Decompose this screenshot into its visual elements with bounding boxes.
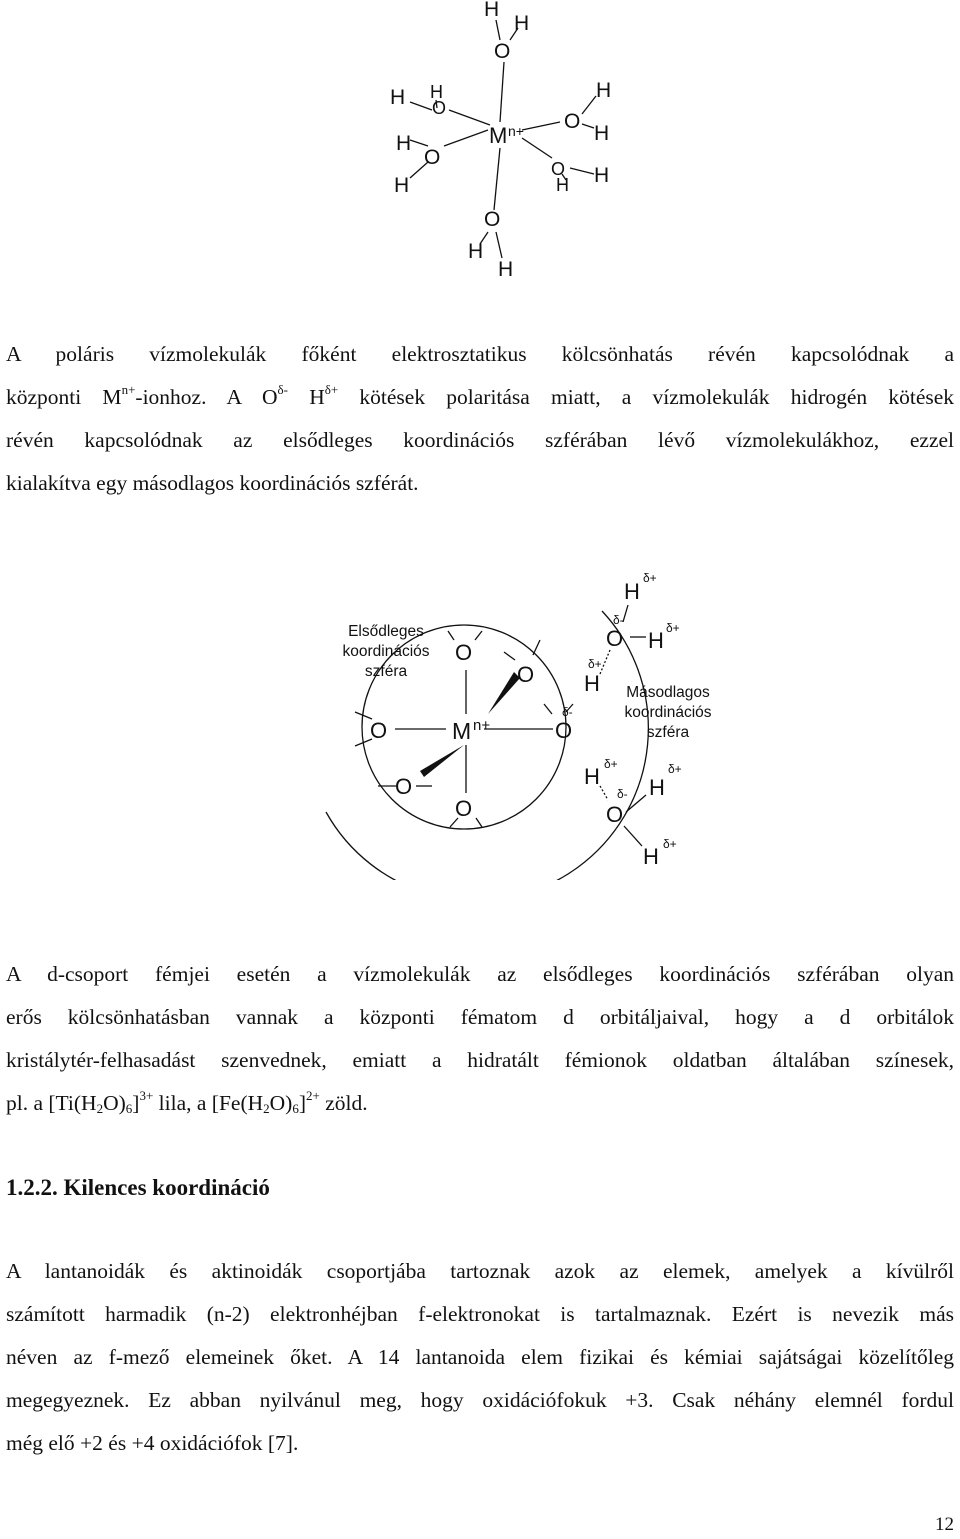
atom-h: H — [643, 844, 659, 869]
atom-h: H — [596, 79, 612, 102]
page-number: 12 — [935, 1514, 954, 1535]
delta-plus: δ+ — [604, 757, 618, 771]
primary-sphere-label: Elsődleges — [348, 623, 424, 640]
atom-h: H — [396, 132, 412, 155]
wedge-bond — [488, 672, 520, 714]
text-line: számított harmadik (n-2) elektronhéjban f-elektronokat is tartalmaznak. Ezért is nevezik más — [6, 1302, 954, 1326]
delta-plus: δ+ — [643, 571, 657, 585]
section-heading: 1.2.2. Kilences koordináció — [6, 1175, 270, 1200]
delta-plus: δ+ — [663, 837, 677, 851]
delta-plus: δ+ — [666, 621, 680, 635]
atom-h: H — [594, 164, 610, 187]
text-line: pl. a $[Ti(H_2O)_6]^{3+}$ lila, a $[Fe(H_2O)_6]^{2+}$ zöld. — [6, 1088, 368, 1116]
metal-symbol: M — [489, 123, 508, 148]
metal-symbol: M — [452, 718, 472, 744]
atom-o: O — [455, 640, 473, 665]
atom-o: O — [370, 718, 388, 743]
text-line: kialakítva egy másodlagos koordinációs szférát. — [6, 471, 419, 495]
primary-sphere-label: szféra — [364, 663, 408, 680]
atom-h: H — [468, 240, 484, 263]
text-line: erős kölcsönhatásban vannak a központi fématom d orbitáljaival, hogy a d orbitálok — [6, 1005, 954, 1029]
text-line: révén kapcsolódnak az elsődleges koordinációs szférában lévő vízmolekulákhoz, ezzel — [6, 428, 954, 452]
primary-sphere-label: koordinációs — [342, 643, 430, 660]
atom-h: H — [624, 579, 640, 604]
atom-h: H — [584, 764, 600, 789]
atom-o: O — [606, 802, 624, 827]
atom-o: O — [551, 159, 566, 179]
atom-o: O — [494, 40, 511, 63]
atom-o: O — [606, 626, 624, 651]
delta-minus: δ- — [613, 613, 624, 627]
paragraph-intro — [6, 333, 954, 505]
atom-o: O — [484, 208, 501, 231]
wedge-bond — [420, 745, 464, 777]
atom-o: O — [555, 718, 573, 743]
text-line: A lantanoidák és aktinoidák csoportjába tartoznak azok az elemek, amelyek a kívülről — [6, 1259, 954, 1283]
atom-o: O — [517, 662, 535, 687]
atom-h: H — [390, 86, 406, 109]
metal-charge: n+ — [508, 123, 524, 139]
atom-h: H — [649, 775, 665, 800]
secondary-sphere-label: Másodlagos — [626, 684, 710, 701]
atom-o: O — [564, 110, 581, 133]
text-line: még elő +2 és +4 oxidációfok [7]. — [6, 1431, 299, 1455]
coordination-spheres-figure — [0, 560, 960, 880]
atom-h: H — [498, 258, 514, 281]
text-line: központi $M^{n+}$-ionhoz. A $O^{\delta-}$ $H^{\delta+}$ kötések polaritása miatt, a vízmolekulák hidrogén kötések — [6, 382, 955, 409]
metal-charge: n+ — [473, 717, 491, 734]
octahedral-aqua-complex-figure — [0, 0, 960, 290]
delta-minus: δ- — [562, 705, 573, 719]
atom-h: H — [514, 12, 530, 35]
secondary-sphere-label: koordinációs — [624, 704, 712, 721]
atom-h: H — [484, 0, 500, 21]
delta-plus: δ+ — [588, 657, 602, 671]
atom-h: H — [594, 122, 610, 145]
atom-o: O — [395, 774, 413, 799]
text-line: A d-csoport fémjei esetén a vízmolekulák az elsődleges koordinációs szférában olyan — [6, 962, 954, 986]
paragraph-lanthanides — [6, 1250, 954, 1465]
atom-o: O — [432, 98, 447, 118]
text-line: megegyeznek. Ez abban nyilvánul meg, hogy oxidációfokuk +3. Csak néhány elemnél fordul — [6, 1388, 954, 1412]
atom-h: H — [430, 82, 443, 102]
delta-minus: δ- — [617, 787, 628, 801]
atom-h: H — [394, 174, 410, 197]
paragraph-d-group — [6, 953, 954, 1125]
atom-o: O — [424, 146, 441, 169]
text-line: A poláris vízmolekulák főként elektrosztatikus kölcsönhatás révén kapcsolódnak a — [6, 342, 954, 366]
atom-o: O — [455, 796, 473, 821]
atom-h: H — [584, 671, 600, 696]
text-line: kristálytér-felhasadást szenvednek, emiatt a hidratált fémionok oldatban általában színesek, — [6, 1048, 954, 1072]
text-line: néven az f-mező elemeinek őket. A 14 lantanoida elem fizikai és kémiai sajátságai közelítőleg — [6, 1345, 954, 1369]
delta-plus: δ+ — [668, 762, 682, 776]
atom-h: H — [648, 628, 664, 653]
secondary-sphere-label: szféra — [646, 724, 690, 741]
atom-h: H — [556, 175, 569, 195]
